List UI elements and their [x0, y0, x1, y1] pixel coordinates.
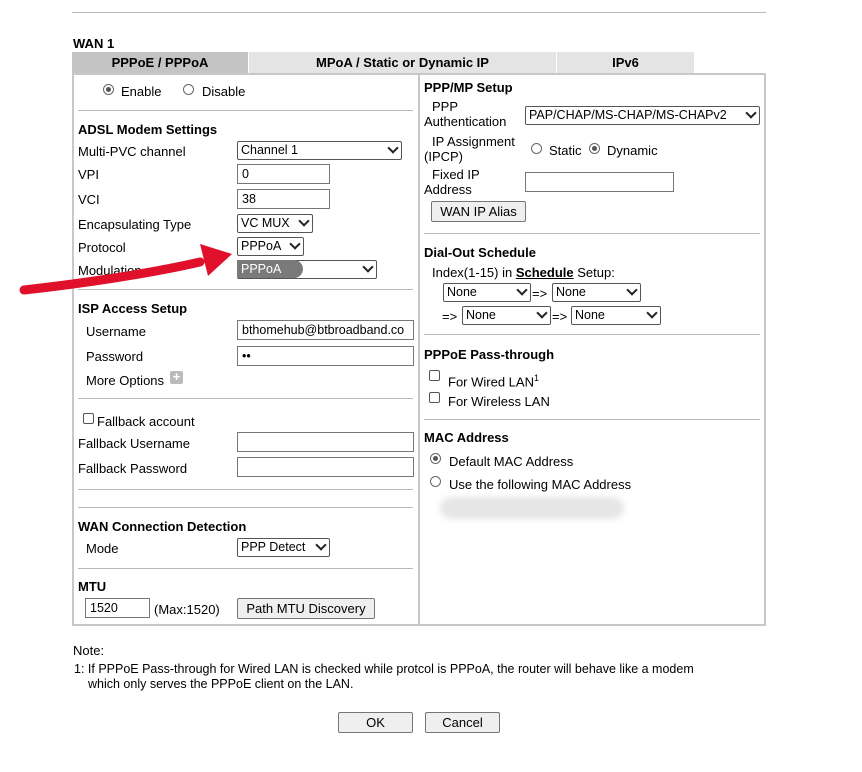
- password-input[interactable]: ••: [237, 346, 414, 366]
- mode-label: Mode: [86, 541, 119, 556]
- fixed-ip-label-line2: Address: [424, 182, 472, 197]
- divider: [78, 398, 413, 399]
- tab-ipv6[interactable]: IPv6: [557, 52, 694, 73]
- dial-out-schedule-title: Dial-Out Schedule: [424, 245, 536, 260]
- use-following-mac-radio[interactable]: [430, 476, 441, 487]
- wired-lan-checkbox[interactable]: [429, 370, 440, 381]
- fallback-account-label: Fallback account: [97, 414, 195, 429]
- wireless-lan-checkbox[interactable]: [429, 392, 440, 403]
- tab-mpoa-static-dynamic[interactable]: MPoA / Static or Dynamic IP: [249, 52, 556, 73]
- path-mtu-discovery-button[interactable]: Path MTU Discovery: [237, 598, 375, 619]
- ppp-auth-label-line2: Authentication: [424, 114, 507, 129]
- vci-label: VCI: [78, 192, 100, 207]
- enable-radio[interactable]: [103, 84, 114, 95]
- column-divider: [418, 74, 420, 625]
- username-label: Username: [86, 324, 146, 339]
- schedule-select-2[interactable]: None: [552, 283, 641, 302]
- wan-ip-alias-button[interactable]: WAN IP Alias: [431, 201, 526, 222]
- encapsulating-type-label: Encapsulating Type: [78, 217, 192, 232]
- wan-connection-detection-title: WAN Connection Detection: [78, 519, 247, 534]
- enable-label: Enable: [121, 84, 162, 99]
- schedule-link[interactable]: Schedule: [515, 265, 574, 280]
- divider: [78, 489, 413, 490]
- vci-input[interactable]: 38: [237, 189, 330, 209]
- multi-pvc-label: Multi-PVC channel: [78, 144, 186, 159]
- mtu-max-label: (Max:1520): [154, 602, 220, 617]
- encapsulating-type-select[interactable]: VC MUX: [237, 214, 313, 233]
- use-following-mac-label: Use the following MAC Address: [449, 477, 632, 492]
- divider: [424, 334, 760, 335]
- mode-select[interactable]: PPP Detect: [237, 538, 330, 557]
- pppoe-passthrough-title: PPPoE Pass-through: [424, 347, 555, 362]
- fixed-ip-label-line1: Fixed IP: [432, 167, 480, 182]
- note-line-2: which only serves the PPPoE client on the LAN.: [88, 677, 354, 691]
- vpi-input[interactable]: 0: [237, 164, 330, 184]
- divider: [78, 507, 413, 508]
- expand-plus-icon[interactable]: +: [170, 371, 183, 384]
- vpi-label: VPI: [78, 167, 99, 182]
- disable-radio[interactable]: [183, 84, 194, 95]
- ppp-auth-label-line1: PPP: [432, 99, 459, 114]
- default-mac-label: Default MAC Address: [449, 454, 574, 469]
- isp-access-section-title: ISP Access Setup: [78, 301, 188, 316]
- wired-lan-label: For Wired LAN$^1$: [448, 373, 539, 390]
- disable-label: Disable: [202, 84, 246, 99]
- fallback-username-input[interactable]: [237, 432, 414, 452]
- page-title: WAN 1: [73, 36, 115, 51]
- arrow-text: =>: [552, 309, 568, 324]
- divider: [78, 289, 413, 290]
- wireless-lan-label: For Wireless LAN: [448, 394, 550, 409]
- static-label: Static: [549, 143, 582, 158]
- fallback-account-checkbox[interactable]: [83, 413, 94, 424]
- fallback-password-label: Fallback Password: [78, 461, 188, 476]
- schedule-select-3[interactable]: None: [462, 306, 551, 325]
- password-label: Password: [86, 349, 144, 364]
- divider: [424, 419, 760, 420]
- cancel-button[interactable]: Cancel: [425, 712, 500, 733]
- tab-pppoe-pppoa[interactable]: PPPoE / PPPoA: [72, 52, 248, 73]
- ip-assignment-label-line2: (IPCP): [424, 149, 463, 164]
- divider: [424, 233, 760, 234]
- mac-address-title: MAC Address: [424, 430, 509, 445]
- protocol-dropdown-option[interactable]: PPPoA: [237, 260, 303, 278]
- protocol-label: Protocol: [78, 240, 126, 255]
- ppp-mp-setup-title: PPP/MP Setup: [424, 80, 513, 95]
- schedule-index-text: Index(1-15) in Schedule Setup:: [432, 265, 615, 280]
- arrow-text: =>: [532, 286, 548, 301]
- ppp-authentication-select[interactable]: PAP/CHAP/MS-CHAP/MS-CHAPv2: [525, 106, 760, 125]
- protocol-select[interactable]: PPPoA: [237, 237, 304, 256]
- mtu-input[interactable]: 1520: [85, 598, 150, 618]
- dynamic-radio[interactable]: [589, 143, 600, 154]
- static-radio[interactable]: [531, 143, 542, 154]
- fallback-password-input[interactable]: [237, 457, 414, 477]
- divider: [78, 110, 413, 111]
- annotation-arrow-icon: [18, 240, 238, 300]
- ip-assignment-label-line1: IP Assignment: [432, 134, 515, 149]
- dynamic-label: Dynamic: [607, 143, 658, 158]
- redacted-mac-field: [440, 497, 624, 519]
- fixed-ip-input[interactable]: [525, 172, 674, 192]
- divider: [78, 568, 413, 569]
- ok-button[interactable]: OK: [338, 712, 413, 733]
- more-options-label[interactable]: More Options: [86, 373, 165, 388]
- schedule-select-1[interactable]: None: [443, 283, 531, 302]
- note-title: Note:: [73, 643, 105, 658]
- adsl-section-title: ADSL Modem Settings: [78, 122, 218, 137]
- schedule-select-4[interactable]: None: [571, 306, 661, 325]
- multi-pvc-select[interactable]: Channel 1: [237, 141, 402, 160]
- fallback-username-label: Fallback Username: [78, 436, 190, 451]
- modulation-label: Modulation: [78, 263, 142, 278]
- arrow-text: =>: [442, 309, 458, 324]
- mtu-title: MTU: [78, 579, 107, 594]
- note-line-1: 1: If PPPoE Pass-through for Wired LAN is checked while protcol is PPPoA, the router will behave like a modem: [74, 662, 694, 676]
- top-divider: [72, 12, 766, 13]
- username-input[interactable]: bthomehub@btbroadband.co: [237, 320, 414, 340]
- default-mac-radio[interactable]: [430, 453, 441, 464]
